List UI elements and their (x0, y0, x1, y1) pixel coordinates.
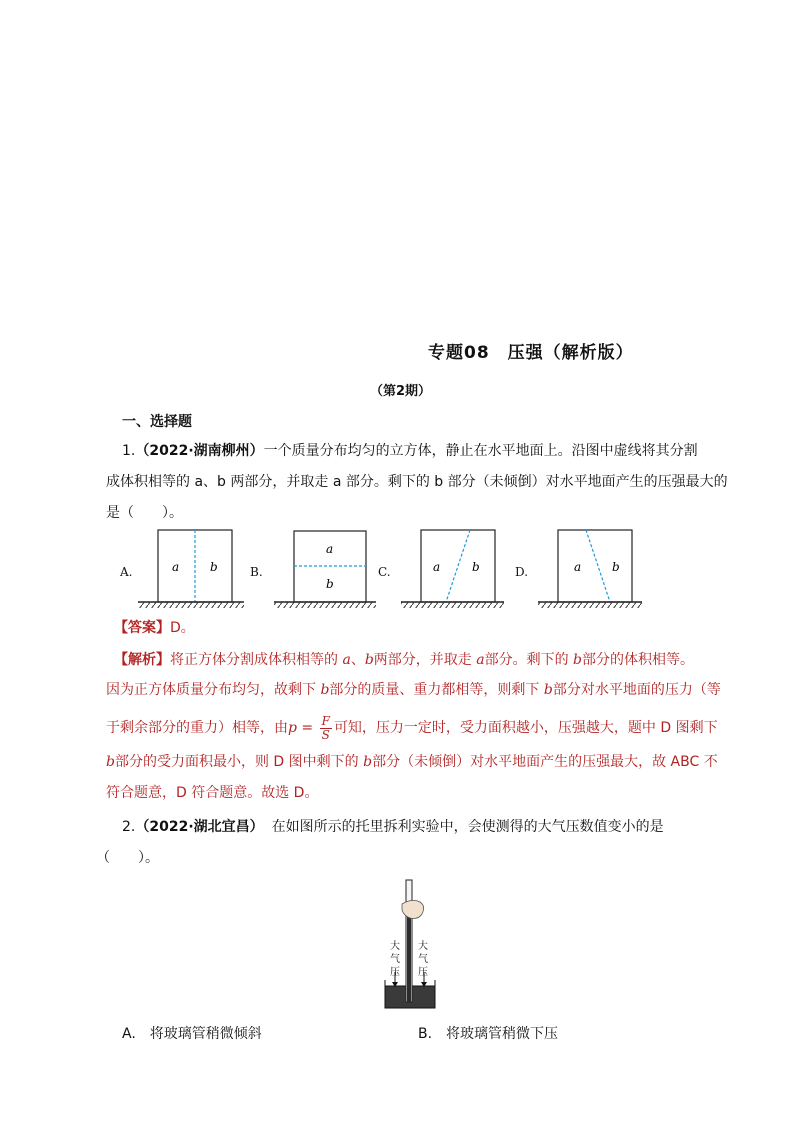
q1-answer: 【答案】D。 (114, 620, 195, 636)
air-pressure-left-label: 大气压 (390, 941, 400, 978)
q2-option-b: B. 将玻璃管稍微下压 (418, 1026, 559, 1042)
fig-a-part-b: b (210, 560, 218, 574)
q1-line3: 是（ ）。 (106, 505, 183, 521)
q1-number: 1. (122, 443, 136, 459)
section-heading: 一、选择题 (122, 414, 192, 430)
option-c-label: C. (378, 565, 391, 579)
option-d-label: D. (515, 565, 529, 579)
hand-icon (402, 900, 424, 918)
fig-b-part-b: b (326, 577, 334, 591)
analysis-line1: 【解析】将正方体分割成体积相等的 a、b两部分，并取走 a部分。剩下的 b部分的体积相等。 (114, 652, 695, 668)
analysis-line2: 因为正方体质量分布均匀，故剩下 b部分的质量、重力都相等，则剩下 b部分对水平地面的压力（等 (106, 682, 721, 698)
analysis-line5: 符合题意，D 符合题意。故选 D。 (106, 785, 319, 801)
q2-line2: （ ）。 (96, 850, 159, 866)
analysis-line4: b部分的受力面积最小，则 D 图中剩下的 b部分（未倾倒）对水平地面产生的压强最大，故 ABC 不 (106, 754, 718, 770)
q1-source: （2022·湖南柳州） (135, 443, 264, 459)
q2-number: 2. (122, 819, 136, 835)
air-pressure-right-label: 大气压 (418, 941, 428, 978)
option-b-label: B. (250, 565, 263, 579)
option-a-label: A. (120, 565, 133, 579)
option-d-figure (538, 530, 642, 608)
option-b-figure (274, 531, 376, 608)
formula-fraction: $\frac{F}{S}$ (321, 713, 330, 742)
option-figures (130, 525, 660, 610)
option-c-figure (401, 530, 504, 608)
q2-source: （2022·湖北宜昌） (135, 819, 264, 835)
q1-line2: 成体积相等的 a、b 两部分，并取走 a 部分。剩下的 b 部分（未倾倒）对水平地面产生的压强最大的 (106, 474, 728, 490)
fig-d-part-a: a (574, 560, 582, 574)
fig-b-part-a: a (326, 542, 334, 556)
option-a-figure (138, 530, 244, 608)
fig-c-part-a: a (433, 560, 441, 574)
q2-line1: 2.（2022·湖北宜昌） 在如图所示的托里拆利实验中，会使测得的大气压数值变小的是 (122, 819, 664, 835)
fig-d-part-b: b (612, 560, 620, 574)
page-title: 专题08 压强（解析版） (428, 343, 634, 363)
issue-label: （第2期） (370, 384, 432, 399)
q1-line1: 1.（2022·湖南柳州）一个质量分布均匀的立方体，静止在水平地面上。沿图中虚线将其分割 (122, 443, 698, 459)
q2-option-a: A. 将玻璃管稍微倾斜 (122, 1026, 262, 1042)
formula-p: p (288, 720, 297, 736)
answer-tag: 【答案】 (114, 620, 170, 636)
analysis-tag: 【解析】 (114, 652, 170, 668)
fig-a-part-a: a (172, 560, 180, 574)
fig-c-part-b: b (472, 560, 480, 574)
analysis-line3: 于剩余部分的重力）相等，由p = $\frac{F}{S}$ 可知，压力一定时，受力面积越小，压强越大，题中 D 图剩下 (106, 713, 718, 742)
